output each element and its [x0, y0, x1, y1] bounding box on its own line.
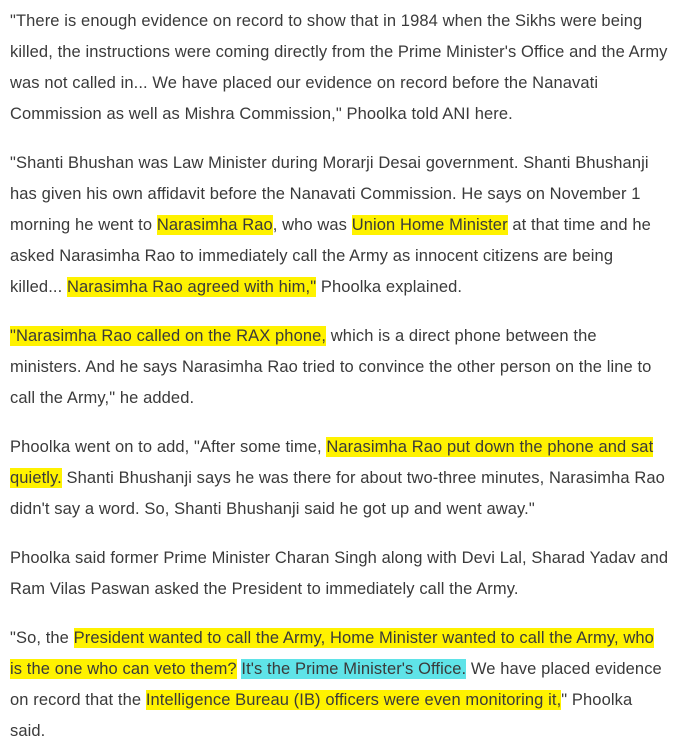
text-run: " Phoolka said. — [10, 691, 633, 740]
text-run: Phoolka said former Prime Minister Charan Singh along with Devi Lal, Sharad Yadav and Ram Vilas Paswan asked the President to immediately call the Army. — [10, 549, 669, 598]
paragraph — [10, 432, 670, 525]
text-run: , who was — [272, 216, 352, 234]
highlighted-text-yellow: Intelligence Bureau (IB) officers were even monitoring it, — [145, 691, 562, 709]
highlighted-text-cyan: It's the Prime Minister's Office. — [241, 660, 467, 678]
text-run: Phoolka went on to add, "After some time, — [10, 438, 327, 456]
paragraph — [10, 148, 670, 303]
text-run: "So, the — [10, 629, 74, 647]
paragraph — [10, 6, 670, 130]
highlighted-text-yellow: "Narasimha Rao called on the RAX phone, — [10, 327, 327, 345]
text-run: at that time and he asked Narasimha Rao to immediately call the Army as innocent citizens are being killed... — [10, 216, 651, 296]
paragraph — [10, 623, 670, 747]
text-run: "There is enough evidence on record to show that in 1984 when the Sikhs were being killed, the instructions were coming directly from the Prime Minister's Office and the Army was not called in... We have placed our evidence on record before the Nanavati Commission as well as Mishra Commission," Phoolka told ANI here. — [10, 12, 668, 123]
paragraph — [10, 321, 670, 414]
text-run: Shanti Bhushanji says he was there for about two-three minutes, Narasimha Rao didn't say a word. So, Shanti Bhushanji said he got up and went away." — [10, 469, 665, 518]
highlighted-text-yellow: Narasimha Rao — [156, 216, 273, 234]
text-run: We have placed evidence on record that the — [10, 660, 662, 709]
text-run: which is a direct phone between the ministers. And he says Narasimha Rao tried to convince the other person on the line to call the Army," he added. — [10, 327, 652, 407]
highlighted-text-yellow: Union Home Minister — [351, 216, 508, 234]
highlighted-text-yellow: Narasimha Rao agreed with him," — [66, 278, 317, 296]
highlighted-text-yellow: Narasimha Rao put down the phone and sat quietly. — [10, 438, 654, 487]
text-run: "Shanti Bhushan was Law Minister during Morarji Desai government. Shanti Bhushanji has given his own affidavit before the Nanavati Commission. He says on November 1 morning he went to — [10, 154, 649, 234]
highlighted-text-yellow: President wanted to call the Army, Home Minister wanted to call the Army, who is the one who can veto them? — [10, 629, 654, 678]
text-run: Phoolka explained. — [316, 278, 463, 296]
paragraph — [10, 543, 670, 605]
